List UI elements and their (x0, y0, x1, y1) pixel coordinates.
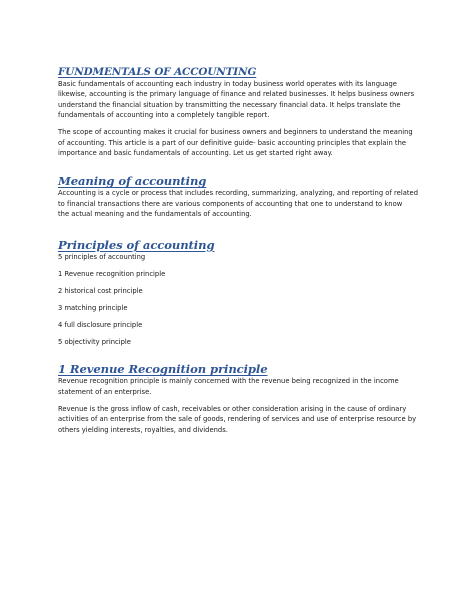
document-page (58, 66, 430, 435)
text-line: understand the financial situation by transmitting the necessary financial data. It helps translate the (58, 100, 401, 109)
text-line: to financial transactions there are various components of accounting that one to understand to know (58, 199, 403, 208)
list-item: 3 matching principle (58, 303, 128, 312)
document-title: FUNDMENTALS OF ACCOUNTING (58, 66, 257, 78)
meaning-paragraph (58, 188, 430, 219)
meaning-heading: Meaning of accounting (58, 174, 207, 189)
text-line: Revenue recognition principle is mainly concerned with the revenue being recognized in the income (58, 377, 399, 386)
text-line: likewise, accounting is the primary language of finance and related businesses. It helps business owners (58, 90, 415, 99)
revenue-paragraph-1 (58, 376, 430, 397)
text-line: statement of an enterprise. (58, 387, 152, 396)
principles-list (58, 252, 430, 348)
text-line: the actual meaning and the fundamentals of accounting. (58, 210, 252, 219)
text-line: Basic fundamentals of accounting each industry in today business world operates with its language (58, 80, 397, 88)
text-line: Revenue is the gross inflow of cash, receivables or other consideration arising in the cause of ordinary (58, 404, 407, 413)
intro-paragraph-1 (58, 79, 430, 121)
text-line: fundamentals of accounting into a completely tangible report. (58, 111, 270, 120)
principles-heading: Principles of accounting (58, 237, 215, 252)
revenue-paragraph-2 (58, 404, 430, 435)
text-line: activities of an enterprise from the sale of goods, rendering of services and use of enterprise resource by (58, 415, 417, 424)
text-line: Accounting is a cycle or process that includes recording, summarizing, analyzing, and reporting of related (58, 189, 419, 198)
revenue-heading: 1 Revenue Recognition principle (58, 362, 268, 377)
text-line: The scope of accounting makes it crucial for business owners and beginners to understand the meaning (58, 128, 413, 137)
text-line: importance and basic fundamentals of accounting. Let us get started right away. (58, 148, 333, 157)
list-item: 5 principles of accounting (58, 252, 146, 261)
intro-paragraph-2 (58, 127, 430, 158)
list-item: 2 historical cost principle (58, 286, 143, 295)
text-line: of accounting. This article is a part of our definitive guide- basic accounting principles that explain the (58, 138, 407, 147)
list-item: 5 objectivity principle (58, 338, 131, 347)
list-item: 1 Revenue recognition principle (58, 269, 166, 278)
list-item: 4 full disclosure principle (58, 320, 143, 329)
text-line: others yielding interests, royalties, and dividends. (58, 425, 228, 434)
